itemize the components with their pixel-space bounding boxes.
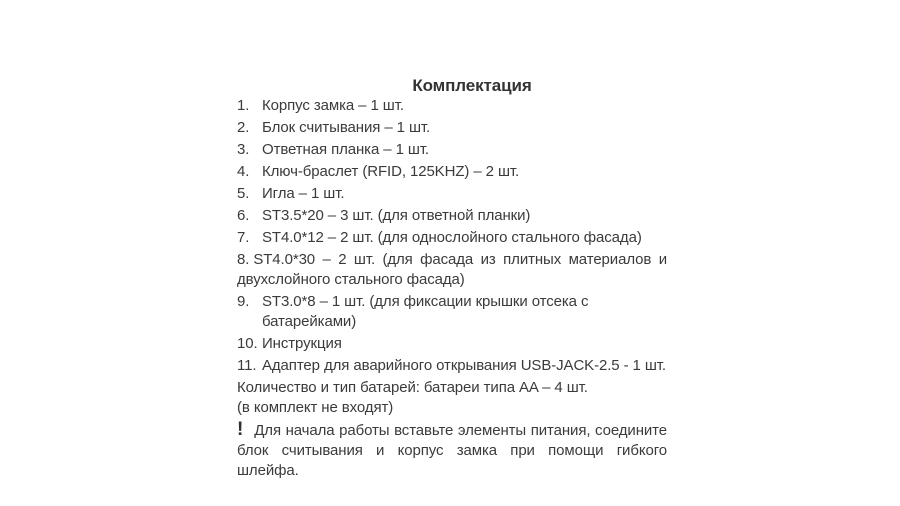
kit-item-2 bbox=[237, 118, 667, 138]
item-number: 7. bbox=[237, 229, 250, 246]
item-text: ST3.0*8 – 1 шт. (для фиксации крышки отсека с батарейками) bbox=[262, 293, 589, 330]
item-number: 11. bbox=[237, 357, 257, 374]
kit-list bbox=[237, 96, 667, 376]
item-number: 3. bbox=[237, 141, 250, 158]
warning-text: Для начала работы вставьте элементы питания, соедините блок считывания и корпус замка при помощи гибкого шлейфа. bbox=[237, 422, 667, 479]
item-number: 6. bbox=[237, 207, 250, 224]
item-text: ST3.5*20 – 3 шт. (для ответной планки) bbox=[262, 207, 531, 224]
kit-item-3 bbox=[237, 140, 667, 160]
kit-item-10 bbox=[237, 334, 667, 354]
item-number: 2. bbox=[237, 119, 250, 136]
kit-item-6 bbox=[237, 206, 667, 226]
item-text: Инструкция bbox=[262, 335, 342, 352]
item-text: ST4.0*12 – 2 шт. (для однослойного стального фасада) bbox=[262, 229, 642, 246]
kit-item-1 bbox=[237, 96, 667, 116]
kit-item-7 bbox=[237, 228, 667, 248]
page-title: Комплектация bbox=[412, 76, 532, 95]
item-text: ST4.0*30 – 2 шт. (для фасада из плитных материалов и двухслойного стального фасада) bbox=[237, 251, 667, 288]
item-number: 10. bbox=[237, 335, 258, 352]
item-number: 5. bbox=[237, 185, 250, 202]
item-text: Блок считывания – 1 шт. bbox=[262, 119, 431, 136]
kit-item-8 bbox=[237, 250, 667, 290]
kit-item-5 bbox=[237, 184, 667, 204]
kit-item-11 bbox=[237, 356, 667, 376]
item-text: Ответная планка – 1 шт. bbox=[262, 141, 429, 158]
kit-item-4 bbox=[237, 162, 667, 182]
item-number: 8. bbox=[237, 251, 250, 268]
warning-exclamation-mark: ! bbox=[237, 419, 244, 440]
item-text: Корпус замка – 1 шт. bbox=[262, 97, 404, 114]
item-number: 1. bbox=[237, 97, 250, 114]
battery-note-line-1: Количество и тип батарей: батареи типа AA – 4 шт. bbox=[237, 379, 588, 396]
item-text: Адаптер для аварийного открывания USB-JACK-2.5 - 1 шт. bbox=[262, 357, 666, 374]
package-contents-section bbox=[237, 75, 667, 481]
kit-item-9 bbox=[237, 292, 667, 332]
warning-paragraph bbox=[237, 420, 667, 481]
item-text: Игла – 1 шт. bbox=[262, 185, 345, 202]
item-number: 9. bbox=[237, 293, 250, 310]
item-number: 4. bbox=[237, 163, 250, 180]
item-text: Ключ-браслет (RFID, 125KHZ) – 2 шт. bbox=[262, 163, 520, 180]
battery-note-line-2: (в комплект не входят) bbox=[237, 399, 394, 416]
